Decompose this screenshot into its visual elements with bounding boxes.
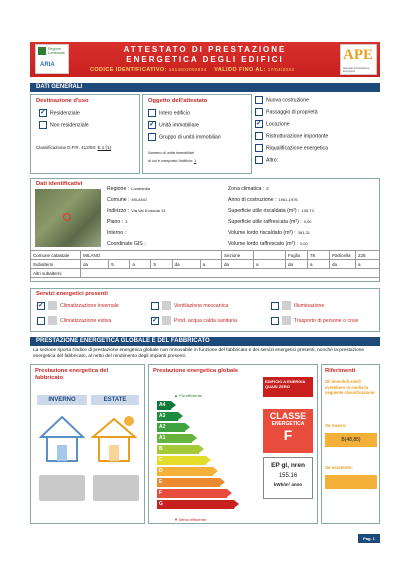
winter-label: INVERNO [37,395,87,405]
checkbox-icon[interactable] [255,132,263,140]
ident-label: Anno di costruzione : [228,197,277,203]
valid-label: VALIDO FINO AL: [214,67,266,73]
riferimenti-box [321,364,380,524]
class-bar-a1: A1 [157,434,192,443]
ref-text: Gli immobili simili avrebbero in media la seguente classificazione: [325,379,376,395]
obj-title: Oggetto dell'attestato [148,98,208,104]
ident-label: Coordinate GIS : [107,241,146,247]
service-label: Climatizzazione estiva [60,317,112,324]
motivazione-label: Passaggio di proprietà [266,109,318,116]
map-image [35,189,101,247]
sub-to: 5 [151,260,172,269]
service-item[interactable] [37,316,111,325]
checkbox-icon[interactable] [148,133,156,141]
checkbox-icon[interactable] [39,121,47,129]
altri-label: Altri subalterni [31,269,81,278]
dest-label: Residenziale [50,110,80,117]
service-item[interactable] [151,301,228,310]
dest-non-residenziale[interactable] [39,121,89,129]
destinazione-box [30,94,140,174]
location-marker-icon [63,213,71,221]
motivazione-label: Locazione [266,121,290,128]
code-label: CODICE IDENTIFICATIVO: [90,67,167,73]
ident-row [107,197,147,203]
classificazione [36,145,111,150]
checkbox-icon[interactable] [255,144,263,152]
valid-value: 17/04/2034 [267,67,295,72]
sub-a4: a [308,260,330,269]
motivazione-item[interactable] [255,96,309,104]
regione-icon [38,47,46,55]
checkbox-icon[interactable] [148,109,156,117]
checkbox-icon[interactable] [271,302,279,310]
checkbox-icon[interactable] [255,96,263,104]
oggetto-box [142,94,252,174]
ident-row [228,197,298,203]
ape-logo [340,44,377,75]
ident-row [228,241,308,247]
meno-efficiente: ▼ Meno efficiente [174,517,207,522]
servizi-box [30,288,380,332]
esistente-value [325,475,377,489]
esistente-label: Se esistente: [325,465,353,470]
ident-label: Volume lordo raffrescato (m³) : [228,241,298,247]
ape-logo-text: APE [343,47,373,63]
obj-gruppo[interactable] [148,133,221,141]
sub-da2: da [172,260,200,269]
units-label2: di cui è composto l'edificio: [148,159,194,163]
header-banner [30,42,380,77]
motivazione-label: Ristrutturazione importante [266,133,329,140]
service-icon [48,316,57,325]
service-label: Trasporto di persone o cose [294,317,359,324]
class-bar-b: B [157,445,199,454]
class-bar-f: F [157,489,227,498]
ident-row [107,230,128,236]
ident-row [107,186,150,192]
ident-value: 108,73 [301,208,314,213]
checkbox-icon[interactable] [151,317,159,325]
ident-value: MILANO [131,197,147,202]
ident-value: 381,31 [297,230,310,235]
checkbox-icon[interactable] [255,120,263,128]
obj-unita[interactable] [148,121,199,129]
sub-da: da [81,260,109,269]
sub-da3: da [222,260,254,269]
aria-logo-text: ARIA [40,62,55,68]
ident-label: Superficie utile raffrescata (m²) : [228,219,302,225]
part-label: Particella [330,251,356,260]
ident-value: Via Val D'ossola 13 [131,208,166,213]
nuovo-label: Se nuovo: [325,423,347,428]
ident-value: 0,00 [303,219,312,224]
dest-label: Non residenziale [50,122,89,129]
ident-row [107,208,165,214]
service-item[interactable] [151,316,237,325]
ident-row [228,230,310,236]
ident-label: Indirizzo : [107,208,130,214]
summer-rating-icon [93,475,139,501]
winter-rating-icon [39,475,85,501]
checkbox-icon[interactable] [255,108,263,116]
ident-row [228,208,314,214]
service-item[interactable] [271,301,324,310]
sub-a: a [130,260,151,269]
motivazione-item[interactable] [255,108,318,116]
sez-value [254,251,286,260]
motivazione-label: Nuova costruzione [266,97,309,104]
checkbox-icon[interactable] [37,317,45,325]
class-bar-a4: A4 [157,401,171,410]
nzeb-label: EDIFICIO A ENERGIA QUASI ZERO [263,377,313,397]
motivazione-label: Riqualificazione energetica [266,145,328,152]
checkbox-icon[interactable] [151,302,159,310]
classe-label: CLASSE [269,411,307,421]
motivazione-item[interactable] [255,132,328,140]
checkbox-icon[interactable] [271,317,279,325]
altri-value [81,269,380,278]
prestazione-bar: PRESTAZIONE ENERGETICA GLOBALE E DEL FABBRICATO [30,337,380,346]
ep-box [263,457,313,499]
page-number: Pag. 1 [358,534,380,543]
ident-label: Zona climatica : [228,186,265,192]
regione-logo-text: Regione Lombardia [48,47,65,55]
foglio-value: 78 [308,251,330,260]
sub-da5: da [330,260,356,269]
dest-title: Destinazione d'uso [36,98,89,104]
title-line2: ENERGETICA DEGLI EDIFICI [126,55,284,64]
checkbox-icon[interactable] [255,156,263,164]
ident-value: 3 [125,219,128,224]
class-label: Classificazione D.P.R. 412/93: [36,145,97,150]
class-bar-c: C [157,456,206,465]
ident-label: Volume lordo riscaldato (m³) : [228,230,296,236]
ep-unit: kWh/m² anno [273,482,303,487]
sub-a5: a [356,260,380,269]
ep-label: EP gl, nren [271,462,305,469]
dati-generali-bar: DATI GENERALI [30,83,380,92]
part-value: 228 [356,251,380,260]
class-bar-a2: A2 [157,423,185,432]
class-bar-a3: A3 [157,412,178,421]
sub-label: Subalterni [31,260,81,269]
winter-house-icon [39,415,85,463]
obj-label: Gruppo di unità immobiliari [159,134,221,141]
service-label: Climatizzazione invernale [60,302,119,309]
checkbox-icon[interactable] [37,302,45,310]
service-label: Prod. acqua calda sanitaria [174,317,237,324]
service-item[interactable] [271,316,358,325]
checkbox-icon[interactable] [39,109,47,117]
globale-box [148,364,318,524]
units-line [148,159,196,163]
motivazione-item[interactable] [255,120,290,128]
service-icon [282,316,291,325]
ape-logo-sub: Attestato di Prestazione Energetica [343,67,370,73]
code-line [90,67,294,73]
sub-da4: da [286,260,308,269]
servizi-title: Servizi energetici presenti [36,291,108,297]
piu-efficiente: ▲ Più efficiente [174,393,202,398]
ident-label: Superficie utile riscaldata (m²) : [228,208,300,214]
obj-intero[interactable] [148,109,190,117]
service-icon [48,301,57,310]
service-label: Ventilazione meccanica [174,302,229,309]
classe-badge [263,409,313,453]
foglio-label: Foglio [286,251,308,260]
piu-label: Più efficiente [179,393,202,398]
code-value: 1514602092924 [168,67,207,72]
dest-residenziale[interactable] [39,109,80,117]
cat-label: Comune catastale [31,251,81,260]
classe-sub: ENERGETICA [271,421,305,427]
obj-label: Unità immobiliare [159,122,200,129]
global-title: Prestazione energetica globale [153,368,239,374]
ep-value: 155.16 [278,473,298,479]
ident-row [228,186,269,192]
meno-label: Meno efficiente [179,517,207,522]
sub-a2: a [200,260,221,269]
catasto-table [30,250,380,278]
class-value: E.1 (1) [97,145,111,150]
sub-a3: a [254,260,286,269]
ref-title: Riferimenti [325,368,356,374]
classe-value: F [283,427,293,443]
ident-row [107,219,127,225]
sub-from: 5 [109,260,130,269]
ident-value: 0,00 [299,241,308,246]
cat-value: MILANO [81,251,222,260]
ident-row [107,241,148,247]
title-line1: ATTESTATO DI PRESTAZIONE [123,45,287,54]
sez-label: Sezione [222,251,254,260]
ident-label: Regione : [107,186,130,192]
ident-label: Comune : [107,197,130,203]
prestazione-intro: La sezione riporta l'indice di prestazione energetica globale non rinnovabile in funzione del fabbricato e dei servizi energetici presenti, nonché la prestazione energetica del fabbricato, al netto del rendimento degli impianti presenti. [33,348,365,359]
summer-house-icon [91,415,137,463]
fabbricato-box [30,364,145,524]
ident-value: Lombardia [131,186,151,191]
nuovo-value: B(48,85) [325,433,377,447]
class-bar-e: E [157,478,220,487]
service-icon [282,301,291,310]
motivazione-item[interactable] [255,156,278,164]
regione-logo [35,44,69,74]
motivazione-label: Altro: [266,157,279,164]
ident-value: E [266,186,269,191]
checkbox-icon[interactable] [148,121,156,129]
service-label: Illuminazione [294,302,325,309]
obj-label: Intero edificio [159,110,190,117]
ident-label: Interno : [107,230,127,236]
service-icon [162,301,171,310]
ident-row [228,219,312,225]
service-item[interactable] [37,301,119,310]
units-label: Numero di unità immobiliari [148,151,195,155]
class-bar-d: D [157,467,213,476]
fabb-title: Prestazione energetica del fabbricato [35,368,109,381]
motivazione-box [255,96,380,174]
motivazione-item[interactable] [255,144,328,152]
ident-value: 1961-1976 [278,197,298,202]
ident-label: Piano : [107,219,124,225]
ident-title: Dati identificativi [36,181,83,187]
service-icon [162,316,171,325]
summer-label: ESTATE [91,395,139,405]
class-bar-g: G [157,500,234,509]
units-value: 1 [194,159,197,163]
